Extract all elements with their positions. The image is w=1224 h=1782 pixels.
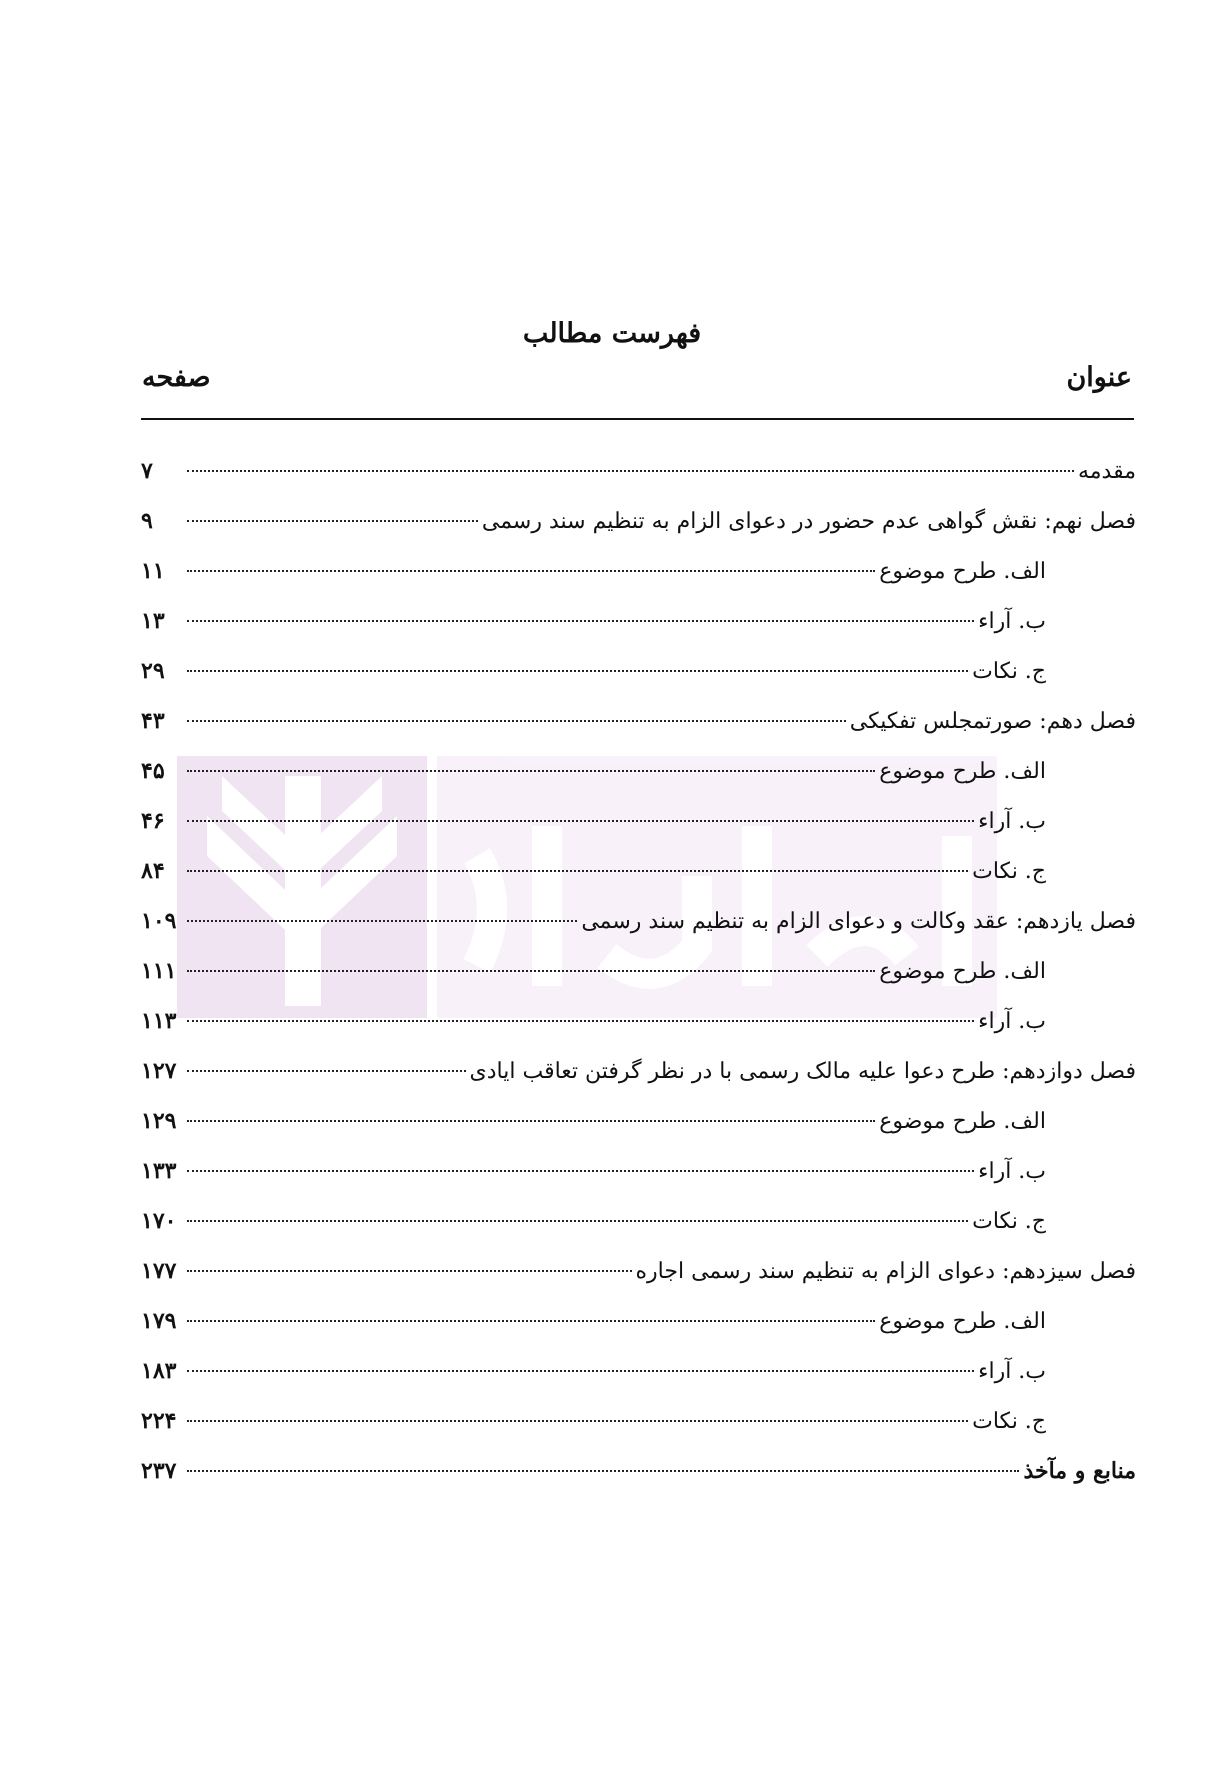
toc-entry-title: منابع و مآخذ (1023, 1458, 1136, 1484)
toc-page-number: ۲۲۴ (141, 1408, 177, 1434)
toc-entry (141, 1446, 1136, 1496)
toc-subentry (141, 1396, 1136, 1446)
toc-entry-title: ج. نکات (972, 859, 1046, 884)
toc-page-number: ۹ (141, 508, 153, 534)
toc-entry-title: فصل دوازدهم: طرح دعوا علیه مالک رسمی با در نظر گرفتن تعاقب ایادی (469, 1059, 1136, 1084)
toc-dot-leader (187, 720, 846, 722)
toc-entry-title: فصل یازدهم: عقد وکالت و دعوای الزام به تنظیم سند رسمی (581, 909, 1136, 934)
toc-subentry (141, 1146, 1136, 1196)
toc-page-number: ۱۲۷ (141, 1058, 177, 1084)
column-title-heading: عنوان (1066, 362, 1132, 393)
toc-entry (141, 446, 1136, 496)
toc-dot-leader (187, 970, 875, 972)
toc-subentry (141, 596, 1136, 646)
column-page-heading: صفحه (142, 362, 211, 393)
toc-entry (141, 696, 1136, 746)
toc-dot-leader (187, 1220, 968, 1222)
toc-page-number: ۸۴ (141, 858, 165, 884)
toc-page-number: ۷ (141, 458, 153, 484)
toc-entry-title: الف. طرح موضوع (879, 759, 1046, 784)
toc-dot-leader (187, 870, 968, 872)
toc-subentry (141, 946, 1136, 996)
toc-entry-title: فصل سیزدهم: دعوای الزام به تنظیم سند رسمی اجاره (635, 1259, 1136, 1284)
toc-dot-leader (187, 1170, 974, 1172)
toc-entry-title: ج. نکات (972, 1209, 1046, 1234)
toc-page-number: ۱۱۳ (141, 1008, 177, 1034)
toc-entry (141, 1246, 1136, 1296)
toc-page-number: ۴۶ (141, 808, 165, 834)
toc-dot-leader (187, 570, 875, 572)
toc-dot-leader (187, 1420, 968, 1422)
toc-dot-leader (187, 1020, 974, 1022)
toc-page-number: ۱۱ (141, 558, 165, 584)
toc-entry-title: الف. طرح موضوع (879, 959, 1046, 984)
toc-page-number: ۱۲۹ (141, 1108, 177, 1134)
toc-entry-title: ب. آراء (978, 809, 1046, 834)
toc-page-number: ۱۳ (141, 608, 165, 634)
toc-subentry (141, 746, 1136, 796)
toc-dot-leader (187, 620, 974, 622)
toc-dot-leader (187, 1070, 466, 1072)
toc-page-number: ۱۷۰ (141, 1208, 177, 1234)
toc-page-number: ۱۳۳ (141, 1158, 177, 1184)
toc-dot-leader (187, 470, 1074, 472)
toc-entry (141, 496, 1136, 546)
toc-subentry (141, 546, 1136, 596)
toc-entry-title: ب. آراء (978, 1359, 1046, 1384)
toc-page-number: ۱۰۹ (141, 908, 177, 934)
toc-dot-leader (187, 820, 974, 822)
toc-entry-title: فصل نهم: نقش گواهی عدم حضور در دعوای الزام به تنظیم سند رسمی (481, 509, 1136, 534)
toc-entry (141, 896, 1136, 946)
toc-page-number: ۱۱۱ (141, 958, 177, 984)
toc-entry-title: ج. نکات (972, 659, 1046, 684)
toc-dot-leader (187, 920, 577, 922)
toc-subentry (141, 646, 1136, 696)
toc-entry-title: الف. طرح موضوع (879, 1109, 1046, 1134)
toc-page-number: ۲۳۷ (141, 1458, 177, 1484)
toc-page-number: ۱۸۳ (141, 1358, 177, 1384)
table-of-contents (141, 446, 1136, 1496)
toc-entry-title: ب. آراء (978, 1159, 1046, 1184)
toc-subentry (141, 796, 1136, 846)
toc-entry-title: ب. آراء (978, 1009, 1046, 1034)
page-title: فهرست مطالب (522, 318, 702, 349)
toc-subentry (141, 1196, 1136, 1246)
toc-subentry (141, 1096, 1136, 1146)
toc-dot-leader (187, 1470, 1019, 1472)
toc-dot-leader (187, 1120, 875, 1122)
toc-entry-title: فصل دهم: صورتمجلس تفکیکی (849, 709, 1136, 734)
toc-entry-title: الف. طرح موضوع (879, 559, 1046, 584)
toc-page-number: ۴۵ (141, 758, 165, 784)
toc-page-number: ۱۷۷ (141, 1258, 177, 1284)
toc-dot-leader (187, 1370, 974, 1372)
toc-entry-title: ب. آراء (978, 609, 1046, 634)
toc-page-number: ۲۹ (141, 658, 165, 684)
toc-dot-leader (187, 520, 478, 522)
toc-dot-leader (187, 1320, 875, 1322)
toc-dot-leader (187, 670, 968, 672)
toc-subentry (141, 1296, 1136, 1346)
toc-subentry (141, 1346, 1136, 1396)
toc-entry (141, 1046, 1136, 1096)
header-divider (141, 418, 1134, 420)
toc-subentry (141, 996, 1136, 1046)
toc-entry-title: الف. طرح موضوع (879, 1309, 1046, 1334)
toc-page-number: ۱۷۹ (141, 1308, 177, 1334)
toc-page-number: ۴۳ (141, 708, 165, 734)
toc-subentry (141, 846, 1136, 896)
toc-dot-leader (187, 1270, 632, 1272)
toc-entry-title: مقدمه (1077, 459, 1136, 484)
toc-entry-title: ج. نکات (972, 1409, 1046, 1434)
toc-dot-leader (187, 770, 875, 772)
